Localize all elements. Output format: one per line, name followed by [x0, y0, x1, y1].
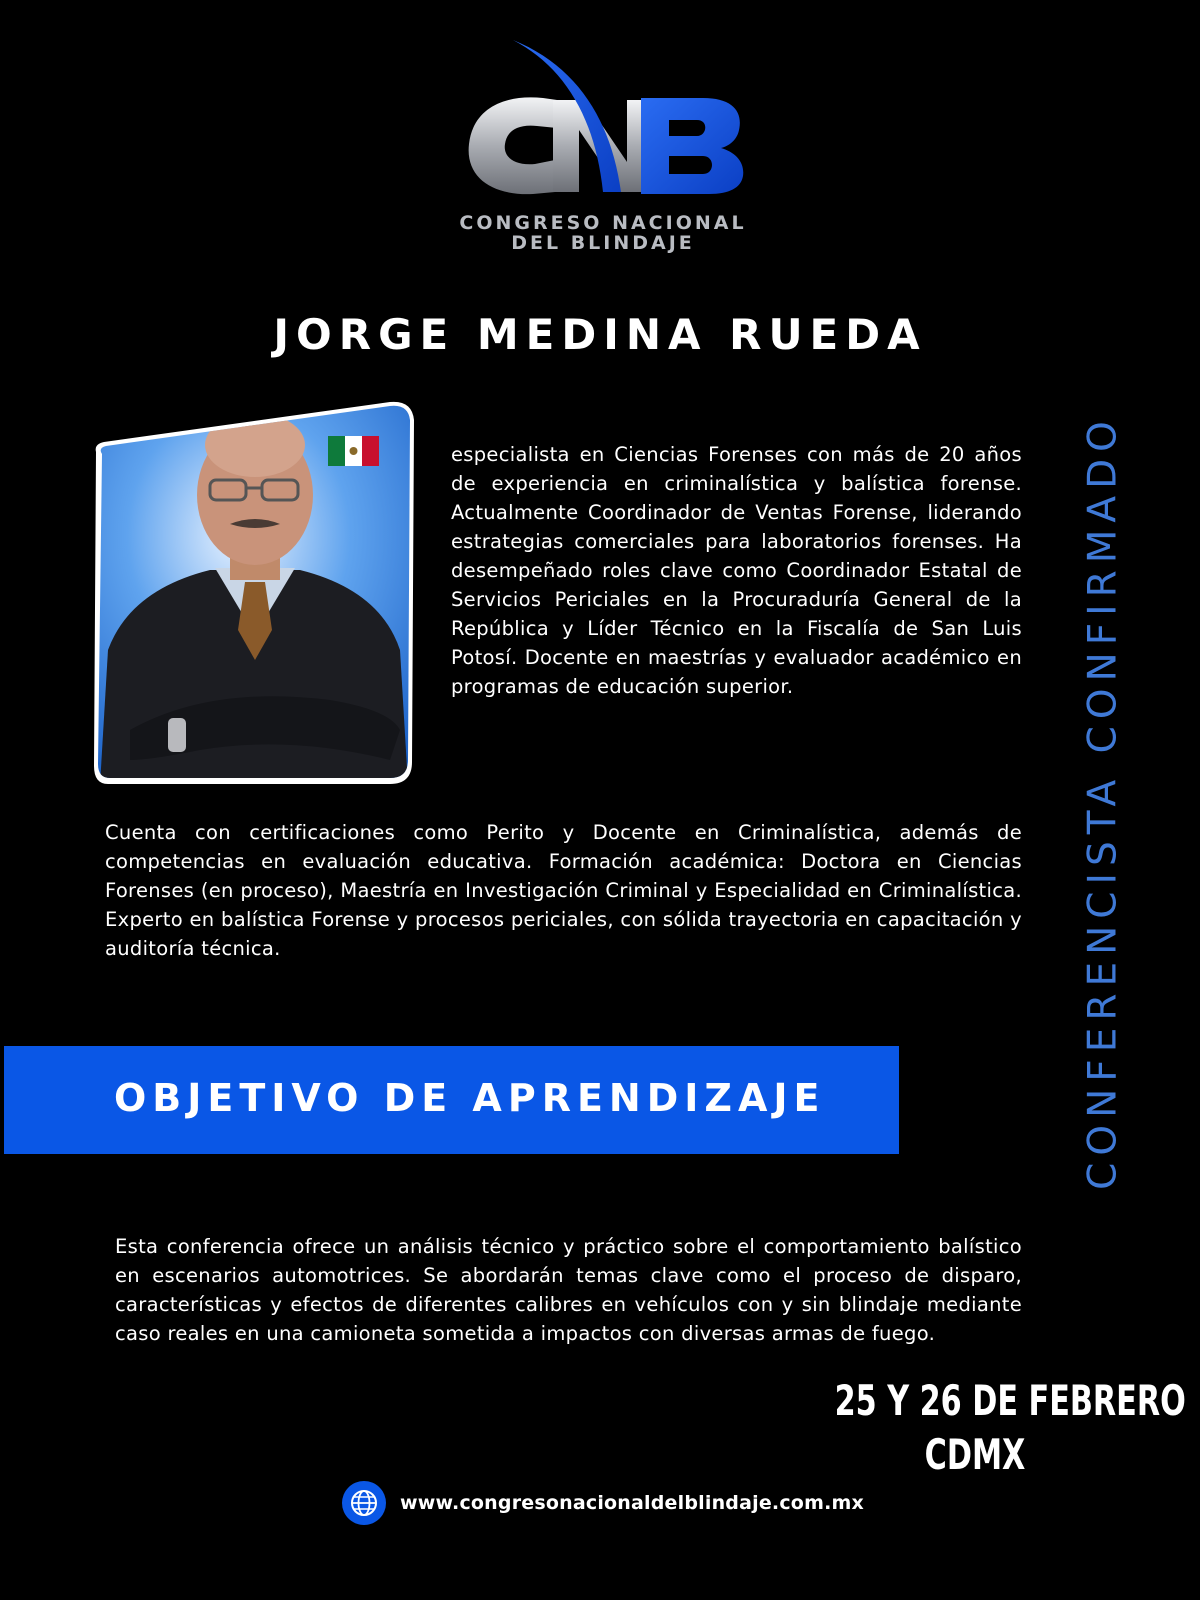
speaker-photo	[90, 400, 420, 785]
confirmed-speaker-label: CONFERENCISTA CONFIRMADO	[1080, 414, 1126, 1190]
event-city: CDMX	[924, 1430, 1026, 1479]
website-link[interactable]: www.congresonacionaldelblindaje.com.mx	[400, 1492, 864, 1514]
logo-line-1: CONGRESO NACIONAL	[459, 212, 747, 234]
event-date: 25 Y 26 DE FEBRERO	[834, 1376, 1186, 1425]
objective-text: Esta conferencia ofrece un análisis técnico y práctico sobre el comportamiento balístico en escenarios automotrices. Se abordarán temas clave como el proceso de disparo, características y efectos de diferentes calibres en vehículos con y sin blindaje mediante caso reales en una camioneta sometida a impactos con diversas armas de fuego.	[115, 1235, 1022, 1345]
objective-banner	[4, 1046, 899, 1154]
speaker-bio-2: Cuenta con certificaciones como Perito y Docente en Criminalística, además de competencias en evaluación educativa. Formación académica: Doctora en Ciencias Forenses (en proceso), Maestría en Investigación Criminal y Especialidad en Criminalística. Experto en balística Forense y procesos periciales, con sólida trayectoria en capacitación y auditoría técnica.	[105, 821, 1022, 960]
objective-title: OBJETIVO DE APRENDIZAJE	[114, 1076, 826, 1120]
website-row[interactable]	[342, 1481, 864, 1525]
speaker-bio-1: especialista en Ciencias Forenses con más de 20 años de experiencia en criminalística y balística forense. Actualmente Coordinador de Ventas Forense, liderando estrategias comerciales para laboratorios forenses. Ha desempeñado roles clave como Coordinador Estatal de Servicios Periciales en la Procuraduría General de la República y Líder Técnico en la Fiscalía de San Luis Potosí. Docente en maestrías y evaluador académico en programas de educación superior.	[451, 443, 1022, 698]
globe-icon	[342, 1481, 386, 1525]
speaker-name: JORGE MEDINA RUEDA	[273, 310, 927, 359]
mexico-flag-icon	[328, 436, 379, 466]
logo-line-2: DEL BLINDAJE	[511, 232, 695, 254]
